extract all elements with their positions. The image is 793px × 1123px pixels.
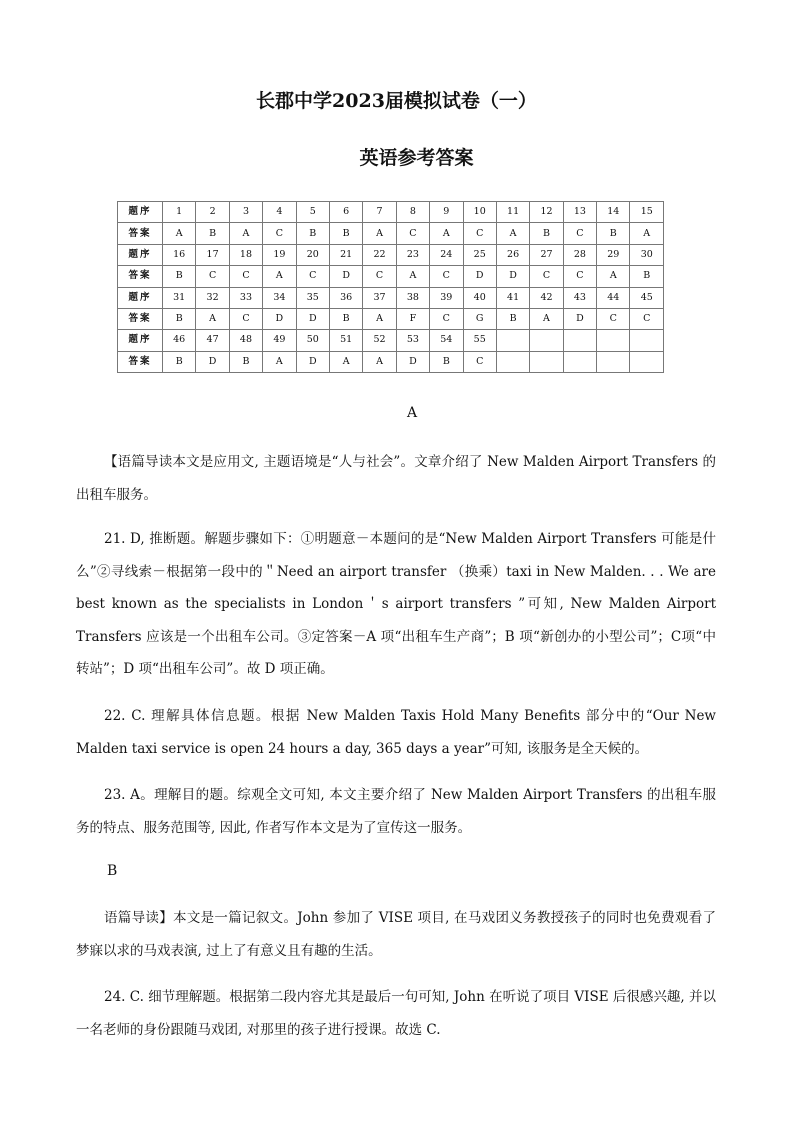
question-number-cell: 15 [630, 202, 664, 223]
section-b-intro: 语篇导读】本文是一篇记叙文。John 参加了 VISE 项目, 在马戏团义务教授孩子的同时也免费观看了梦寐以求的马戏表演, 过上了有意义且有趣的生活。 [76, 910, 716, 959]
answer-cell: A [163, 223, 196, 244]
question-number-cell: 54 [430, 330, 463, 351]
answer-row [118, 308, 664, 329]
question-number-cell: 8 [396, 202, 429, 223]
answer-cell: C [463, 223, 496, 244]
answer-row-label: 答案 [118, 308, 163, 329]
question-number-cell: 30 [630, 244, 664, 265]
question-number-cell: 9 [430, 202, 463, 223]
answer-row-label: 答案 [118, 266, 163, 287]
question-row [118, 244, 664, 265]
answer-cell [496, 351, 529, 372]
question-row-label: 题序 [118, 287, 163, 308]
answer-cell: A [329, 351, 362, 372]
answer-cell: A [396, 266, 429, 287]
question-number-cell: 19 [263, 244, 296, 265]
answer-cell: D [263, 308, 296, 329]
question-number-cell: 42 [530, 287, 563, 308]
answer-cell: B [329, 308, 362, 329]
answer-cell: A [530, 308, 563, 329]
question-number-cell: 38 [396, 287, 429, 308]
answer-cell: C [196, 266, 229, 287]
answer-cell: D [296, 351, 329, 372]
question-number-cell: 45 [630, 287, 664, 308]
answer-row [118, 266, 664, 287]
question-number-cell: 49 [263, 330, 296, 351]
answer-cell: C [563, 266, 596, 287]
question-number-cell: 44 [597, 287, 630, 308]
answer-cell: G [463, 308, 496, 329]
answer-21-explanation: 21. D, 推断题。解题步骤如下：①明题意－本题问的是“New Malden Airport Transfers 可能是什么”②寻线索－根据第一段中的＂Need an airport transfer （换乘）taxi in New Malden. . . We are best known as the specialists in London＇s airport transfers ”可知, New Malden Airport Transfers 应该是一个出租车公司。③定答案－A 项“出租车生产商”；B 项“新创办的小型公司”；C项“中转站”；D 项“出租车公司”。故 D 项正确。 [76, 531, 716, 677]
answer-cell: B [530, 223, 563, 244]
answer-cell: D [329, 266, 362, 287]
question-number-cell: 17 [196, 244, 229, 265]
answer-cell: C [530, 266, 563, 287]
question-number-cell: 51 [329, 330, 362, 351]
answer-cell: C [263, 223, 296, 244]
answer-cell: D [463, 266, 496, 287]
answer-cell: A [363, 351, 396, 372]
question-number-cell: 40 [463, 287, 496, 308]
question-number-cell: 32 [196, 287, 229, 308]
question-number-cell: 46 [163, 330, 196, 351]
answer-cell: B [163, 266, 196, 287]
question-number-cell: 14 [597, 202, 630, 223]
question-number-cell [496, 330, 529, 351]
question-number-cell: 4 [263, 202, 296, 223]
question-number-cell: 20 [296, 244, 329, 265]
answer-cell: B [163, 308, 196, 329]
answer-cell: C [430, 308, 463, 329]
answer-cell: C [396, 223, 429, 244]
answer-cell [630, 351, 664, 372]
answer-row [118, 223, 664, 244]
question-number-cell: 41 [496, 287, 529, 308]
question-number-cell: 12 [530, 202, 563, 223]
answer-cell: C [597, 308, 630, 329]
answer-cell: A [363, 308, 396, 329]
page-title: 长郡中学2023届模拟试卷（一） [256, 90, 537, 112]
answer-cell: C [296, 266, 329, 287]
answer-cell: C [229, 266, 262, 287]
question-row [118, 202, 664, 223]
answer-cell: D [496, 266, 529, 287]
answer-row-label: 答案 [118, 223, 163, 244]
question-row-label: 题序 [118, 330, 163, 351]
answer-cell: B [229, 351, 262, 372]
question-number-cell: 26 [496, 244, 529, 265]
question-number-cell: 35 [296, 287, 329, 308]
question-number-cell: 55 [463, 330, 496, 351]
answer-cell: B [430, 351, 463, 372]
question-number-cell: 31 [163, 287, 196, 308]
question-number-cell: 37 [363, 287, 396, 308]
answer-cell: C [463, 351, 496, 372]
question-number-cell: 25 [463, 244, 496, 265]
answer-cell [563, 351, 596, 372]
section-a-intro: 【语篇导读本文是应用文, 主题语境是“人与社会”。文章介绍了 New Malden Airport Transfers 的出租车服务。 [76, 454, 716, 503]
answer-cell: C [563, 223, 596, 244]
answer-cell: A [430, 223, 463, 244]
question-number-cell: 11 [496, 202, 529, 223]
question-number-cell: 13 [563, 202, 596, 223]
answer-row [118, 351, 664, 372]
question-number-cell: 21 [329, 244, 362, 265]
question-number-cell: 5 [296, 202, 329, 223]
question-number-cell: 33 [229, 287, 262, 308]
question-number-cell: 50 [296, 330, 329, 351]
answer-table [117, 201, 664, 373]
answer-cell: A [363, 223, 396, 244]
question-number-cell: 29 [597, 244, 630, 265]
question-number-cell [530, 330, 563, 351]
answer-cell: B [630, 266, 664, 287]
answer-cell: B [597, 223, 630, 244]
question-number-cell: 2 [196, 202, 229, 223]
section-b-label: B [107, 863, 118, 879]
question-row-label: 题序 [118, 202, 163, 223]
question-number-cell [597, 330, 630, 351]
answer-24-explanation: 24. C. 细节理解题。根据第二段内容尤其是最后一句可知, John 在听说了项目 VISE 后很感兴趣, 并以一名老师的身份跟随马戏团, 对那里的孩子进行授课。故选 C. [76, 989, 716, 1038]
question-row [118, 330, 664, 351]
answer-cell: F [396, 308, 429, 329]
question-number-cell: 43 [563, 287, 596, 308]
answer-cell: A [496, 223, 529, 244]
answer-cell: D [296, 308, 329, 329]
page-subtitle: 英语参考答案 [359, 147, 474, 169]
question-number-cell: 53 [396, 330, 429, 351]
answer-cell: D [196, 351, 229, 372]
question-row-label: 题序 [118, 244, 163, 265]
question-number-cell: 48 [229, 330, 262, 351]
question-number-cell: 52 [363, 330, 396, 351]
question-number-cell: 10 [463, 202, 496, 223]
question-number-cell: 18 [229, 244, 262, 265]
question-number-cell: 36 [329, 287, 362, 308]
question-number-cell: 28 [563, 244, 596, 265]
answer-cell: C [430, 266, 463, 287]
answer-cell: A [263, 351, 296, 372]
question-number-cell: 39 [430, 287, 463, 308]
answer-cell: A [263, 266, 296, 287]
answer-cell: A [229, 223, 262, 244]
question-number-cell: 27 [530, 244, 563, 265]
question-number-cell: 22 [363, 244, 396, 265]
answer-cell: B [329, 223, 362, 244]
answer-cell: B [163, 351, 196, 372]
question-number-cell: 16 [163, 244, 196, 265]
question-number-cell: 23 [396, 244, 429, 265]
section-a-label: A [407, 405, 418, 421]
question-row [118, 287, 664, 308]
answer-cell: A [597, 266, 630, 287]
answer-22-explanation: 22. C. 理解具体信息题。根据 New Malden Taxis Hold Many Benefits 部分中的“Our New Malden taxi service is open 24 hours a day, 365 days a year”可知, 该服务是全天候的。 [76, 708, 716, 757]
answer-cell: A [630, 223, 664, 244]
answer-cell: B [196, 223, 229, 244]
answer-cell: C [229, 308, 262, 329]
answer-cell: A [196, 308, 229, 329]
question-number-cell: 6 [329, 202, 362, 223]
answer-cell [597, 351, 630, 372]
answer-23-explanation: 23. A。理解目的题。综观全文可知, 本文主要介绍了 New Malden Airport Transfers 的出租车服务的特点、服务范围等, 因此, 作者写作本文是为了宣传这一服务。 [76, 787, 716, 836]
answer-cell: D [396, 351, 429, 372]
answer-cell: C [363, 266, 396, 287]
answer-cell: C [630, 308, 664, 329]
question-number-cell: 34 [263, 287, 296, 308]
answer-row-label: 答案 [118, 351, 163, 372]
answer-cell [530, 351, 563, 372]
question-number-cell [630, 330, 664, 351]
question-number-cell: 1 [163, 202, 196, 223]
answer-cell: B [296, 223, 329, 244]
question-number-cell [563, 330, 596, 351]
question-number-cell: 47 [196, 330, 229, 351]
question-number-cell: 7 [363, 202, 396, 223]
question-number-cell: 3 [229, 202, 262, 223]
question-number-cell: 24 [430, 244, 463, 265]
answer-cell: B [496, 308, 529, 329]
answer-cell: D [563, 308, 596, 329]
